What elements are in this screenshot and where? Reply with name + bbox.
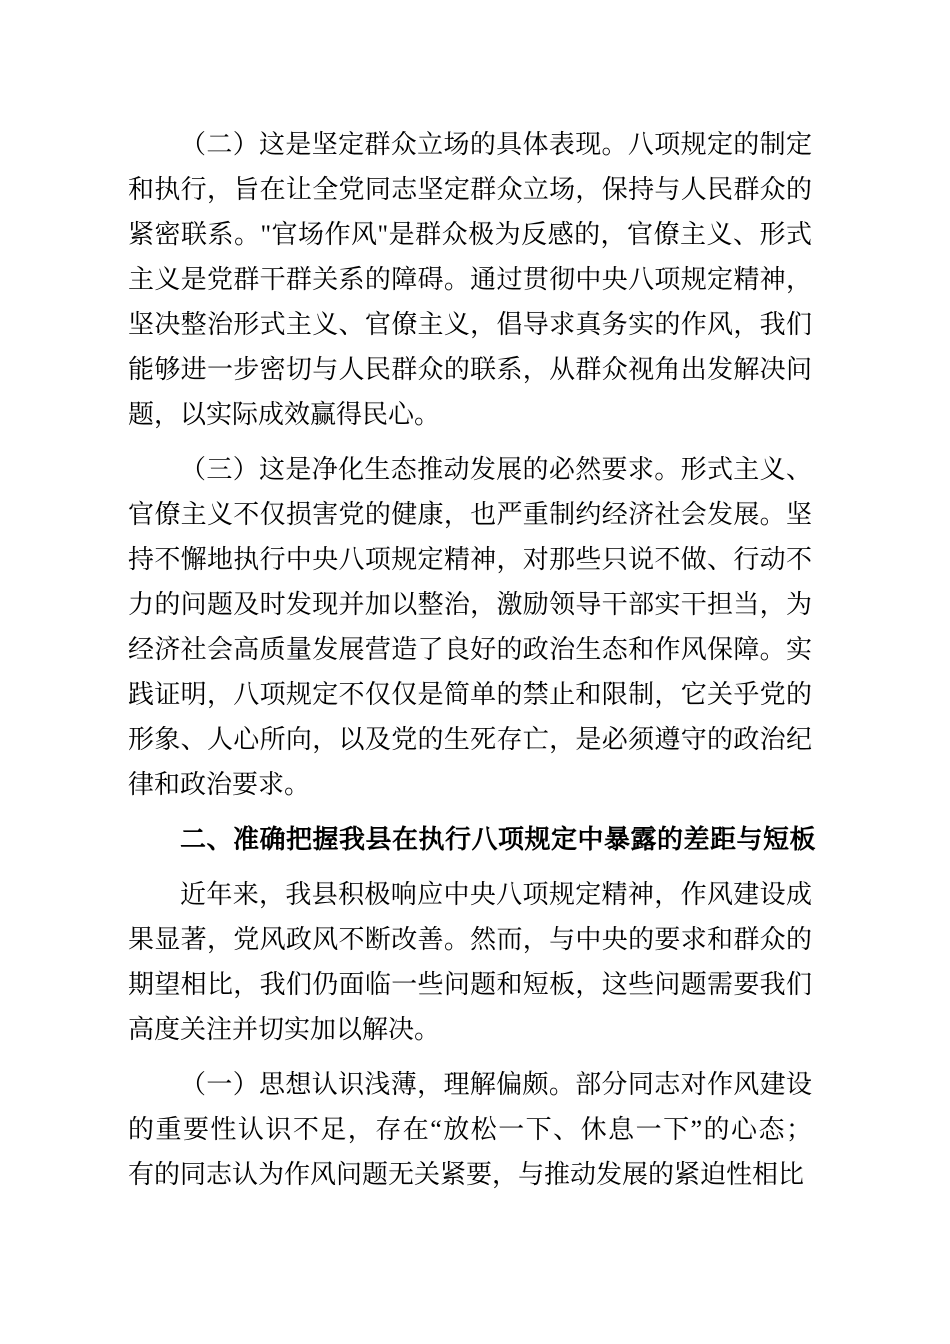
text-line: 官僚主义不仅损害党的健康，也严重制约经济社会发展。坚 (128, 500, 812, 529)
text-line: 持不懈地执行中央八项规定精神，对那些只说不做、行动不 (128, 545, 812, 574)
text-line: 能够进一步密切与人民群众的联系，从群众视角出发解决问 (128, 355, 812, 384)
text-line: 践证明，八项规定不仅仅是简单的禁止和限制，它关乎党的 (128, 680, 812, 709)
paragraph-shallow-understanding (128, 1062, 812, 1197)
text-line: （三）这是净化生态推动发展的必然要求。形式主义、 (180, 455, 812, 484)
text-line: （二）这是坚定群众立场的具体表现。八项规定的制定 (180, 130, 812, 159)
text-line: 题，以实际成效赢得民心。 (128, 400, 441, 429)
section-heading-two (128, 817, 817, 862)
text-line: 经济社会高质量发展营造了良好的政治生态和作风保障。实 (128, 635, 812, 664)
text-line: 近年来，我县积极响应中央八项规定精神，作风建设成 (180, 880, 812, 909)
paragraph-mass-standpoint (128, 122, 812, 437)
text-line: 主义是党群干群关系的障碍。通过贯彻中央八项规定精神， (128, 265, 812, 294)
text-line: 二、准确把握我县在执行八项规定中暴露的差距与短板 (180, 825, 817, 854)
text-line: 坚决整治形式主义、官僚主义，倡导求真务实的作风，我们 (128, 310, 812, 339)
document-content (128, 122, 817, 1197)
text-line: （一）思想认识浅薄，理解偏颇。部分同志对作风建设 (180, 1070, 812, 1099)
text-line: 和执行，旨在让全党同志坚定群众立场，保持与人民群众的 (128, 175, 812, 204)
text-line: 的重要性认识不足，存在“放松一下、休息一下”的心态； (128, 1115, 812, 1144)
text-line: 高度关注并切实加以解决。 (128, 1015, 441, 1044)
paragraph-political-ecology (128, 447, 812, 807)
text-line: 有的同志认为作风问题无关紧要，与推动发展的紧迫性相比 (128, 1160, 805, 1189)
paragraph-recent-years (128, 872, 812, 1052)
text-line: 律和政治要求。 (128, 770, 311, 799)
text-line: 果显著，党风政风不断改善。然而，与中央的要求和群众的 (128, 925, 812, 954)
text-line: 力的问题及时发现并加以整治，激励领导干部实干担当，为 (128, 590, 812, 619)
text-line: 期望相比，我们仍面临一些问题和短板，这些问题需要我们 (128, 970, 812, 999)
text-line: 形象、人心所向，以及党的生死存亡，是必须遵守的政治纪 (128, 725, 812, 754)
text-line: 紧密联系。"官场作风"是群众极为反感的，官僚主义、形式 (128, 220, 812, 249)
